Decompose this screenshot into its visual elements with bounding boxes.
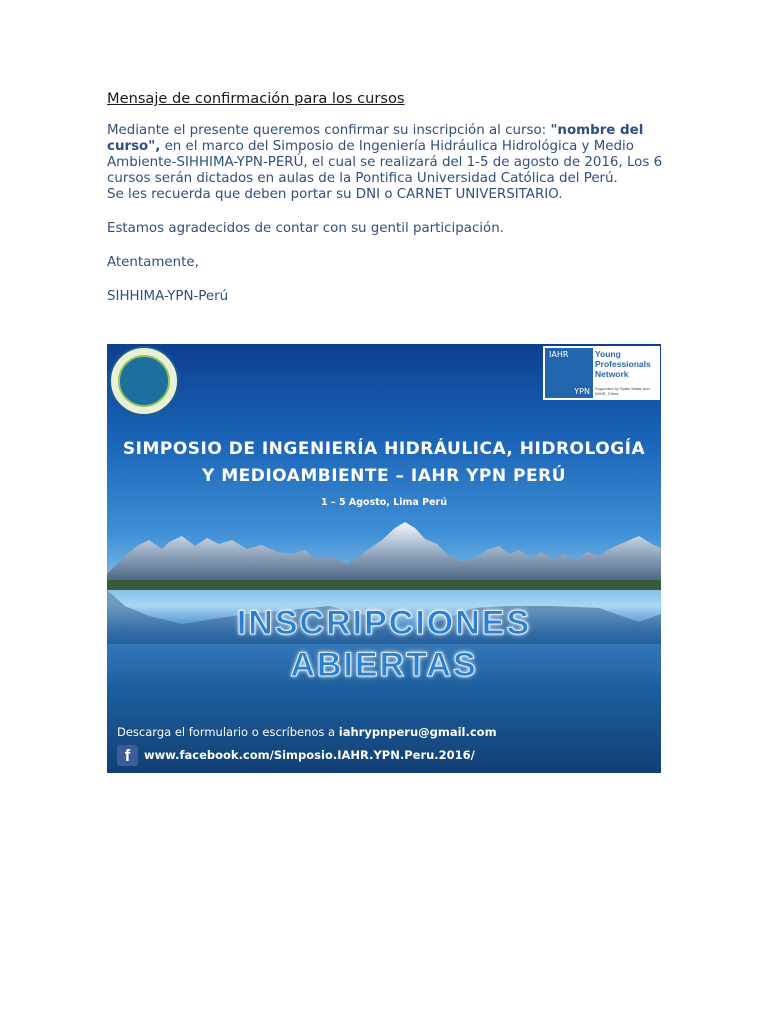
letter-signature: SIHHIMA-YPN-Perú bbox=[107, 289, 229, 304]
letter-title: Mensaje de confirmación para los cursos bbox=[107, 90, 405, 107]
letter-intro bbox=[107, 123, 667, 187]
event-banner-image bbox=[107, 344, 661, 773]
contact-email: iahrypnperu@gmail.com bbox=[338, 725, 497, 739]
letter-thanks: Estamos agradecidos de contar con su gentil participación. bbox=[107, 221, 504, 236]
event-title: SIMPOSIO DE INGENIERÍA HIDRÁULICA, HIDROLOGÍA Y MEDIOAMBIENTE – IAHR YPN PERÚ bbox=[122, 439, 646, 486]
tree-line bbox=[107, 580, 661, 590]
download-form-text: Descarga el formulario o escríbenos a iahrypnperu@gmail.com bbox=[117, 725, 497, 739]
letter-closing: Atentamente, bbox=[107, 255, 199, 270]
course-name: "nombre del curso", bbox=[107, 123, 644, 154]
iahr-ypn-logo bbox=[543, 346, 660, 400]
facebook-link-row bbox=[117, 744, 475, 766]
intro-before: Mediante el presente queremos confirmar su inscripción al curso: bbox=[107, 123, 551, 138]
ypn-supported-by: Supported by Spain Water and IWHR, China bbox=[595, 386, 650, 396]
mountain-range bbox=[107, 522, 661, 582]
registration-open-headline: INSCRIPCIONES ABIERTAS bbox=[236, 604, 532, 684]
intro-after: en el marco del Simposio de Ingeniería Hidráulica Hidrológica y Medio Ambiente-SIHHIMA-YPN-PERÚ, el cual se realizará del 1-5 de agosto de 2016, Los 6 cursos serán dictados en aulas de la Pontifica Universidad Católica del Perú. bbox=[107, 139, 663, 186]
confirmation-letter bbox=[107, 91, 667, 305]
sihhima-logo bbox=[109, 346, 179, 416]
letter-reminder: Se les recuerda que deben portar su DNI o CARNET UNIVERSITARIO. bbox=[107, 187, 563, 202]
mountain-lake-scene bbox=[107, 344, 661, 773]
facebook-url: www.facebook.com/Simposio.IAHR.YPN.Peru.2016/ bbox=[144, 748, 475, 762]
globe-icon: IAHR YPN bbox=[545, 348, 593, 398]
ypn-network-name: Young Professionals Network bbox=[595, 349, 651, 379]
event-date: 1 – 5 Agosto, Lima Perú bbox=[321, 497, 447, 508]
facebook-icon: f bbox=[117, 745, 138, 766]
water-drop-icon bbox=[118, 355, 170, 407]
